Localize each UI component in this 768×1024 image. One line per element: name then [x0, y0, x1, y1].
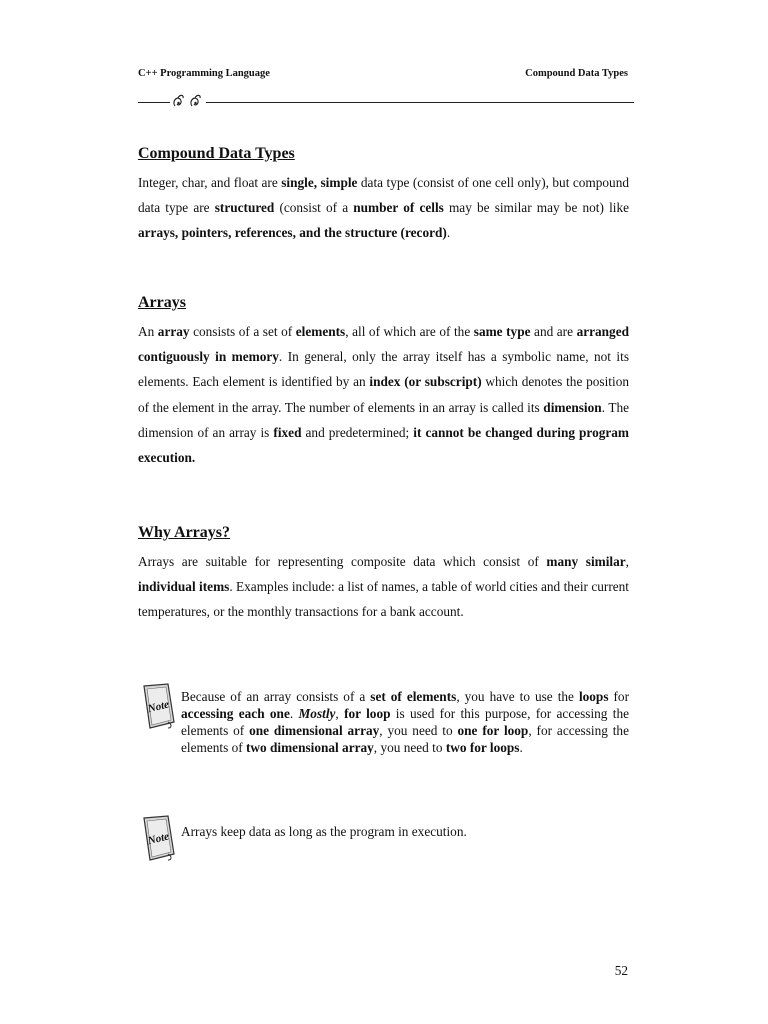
note-icon	[138, 814, 178, 862]
note-text-data-lifetime: Arrays keep data as long as the program in execution.	[181, 824, 467, 839]
paragraph-arrays: An array consists of a set of elements, all of which are of the same type and are arranged contiguously in memory. In general, only the array itself has a symbolic name, not its elements. Each element is identified by an index (or subscript) which denotes the position of the element in the array. The number of elements in an array is called its dimension. The dimension of an array is fixed and predetermined; it cannot be changed during program execution.	[138, 324, 630, 466]
note-icon	[138, 682, 178, 730]
page-number: 52	[614, 963, 628, 978]
header-title-right: Compound Data Types	[525, 68, 628, 79]
curly-ornament-icon	[170, 92, 206, 112]
header-rule	[138, 102, 634, 103]
paragraph-why-arrays: Arrays are suitable for representing composite data which consist of many similar, individual items. Examples include: a list of names, a table of world cities and their current temperatures, or the monthly transactions for a bank account.	[138, 554, 629, 620]
note-icon-label: Note	[146, 830, 171, 848]
paragraph-compound: Integer, char, and float are single, simple data type (consist of one cell only), but compound data type are structured (consist of a number of cells may be similar may be not) like arrays, pointers, references, and the structure (record).	[138, 175, 630, 241]
section-heading-compound: Compound Data Types	[138, 145, 295, 162]
note-text-loops: Because of an array consists of a set of elements, you have to use the loops for accessing each one. Mostly, for loop is used for this purpose, for accessing the elements of one dimensional array, you need to one for loop, for accessing the elements of two dimensional array, you need to two for loops.	[181, 689, 630, 755]
section-heading-why-arrays: Why Arrays?	[138, 524, 230, 541]
note-icon-label: Note	[146, 698, 171, 716]
header-title-left: C++ Programming Language	[138, 68, 270, 79]
section-heading-arrays: Arrays	[138, 294, 186, 311]
